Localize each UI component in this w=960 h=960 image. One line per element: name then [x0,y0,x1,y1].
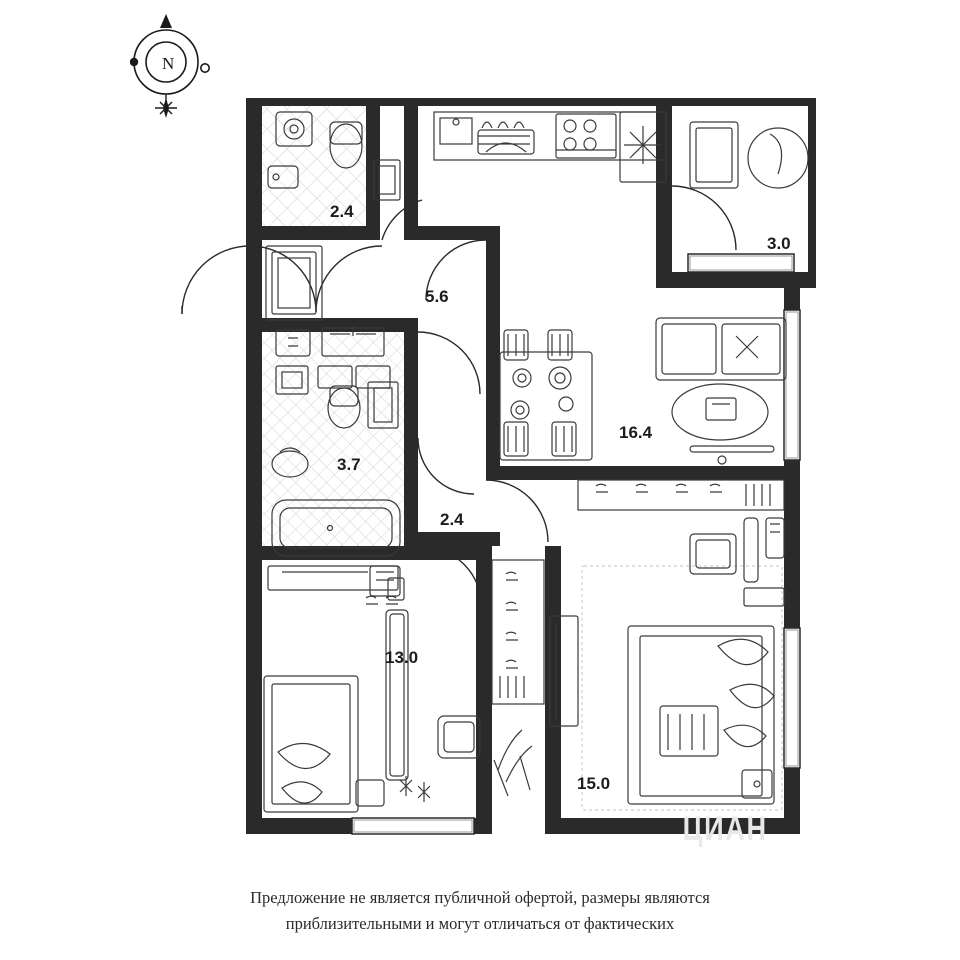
disclaimer-line-2: приблизительными и могут отличаться от фактических [285,914,675,933]
room-area-living-kitchen: 16.4 [619,423,653,442]
room-area-balcony-kitchen: 3.0 [767,234,791,253]
disclaimer [0,885,960,937]
room-area-bathroom-main: 3.7 [337,455,361,474]
room-area-bedroom-master: 15.0 [577,774,611,793]
disclaimer-line-1: Предложение не является публичной офертой, размеры являются [250,888,710,907]
room-area-corridor: 2.4 [440,510,464,529]
watermark-text: ЦИАН [682,810,768,848]
room-area-bathroom-guest: 2.4 [330,202,354,221]
room-area-bedroom-small: 13.0 [385,648,419,667]
watermark [672,810,778,849]
compass-north-label: N [162,54,175,73]
room-area-hallway: 5.6 [425,287,449,306]
